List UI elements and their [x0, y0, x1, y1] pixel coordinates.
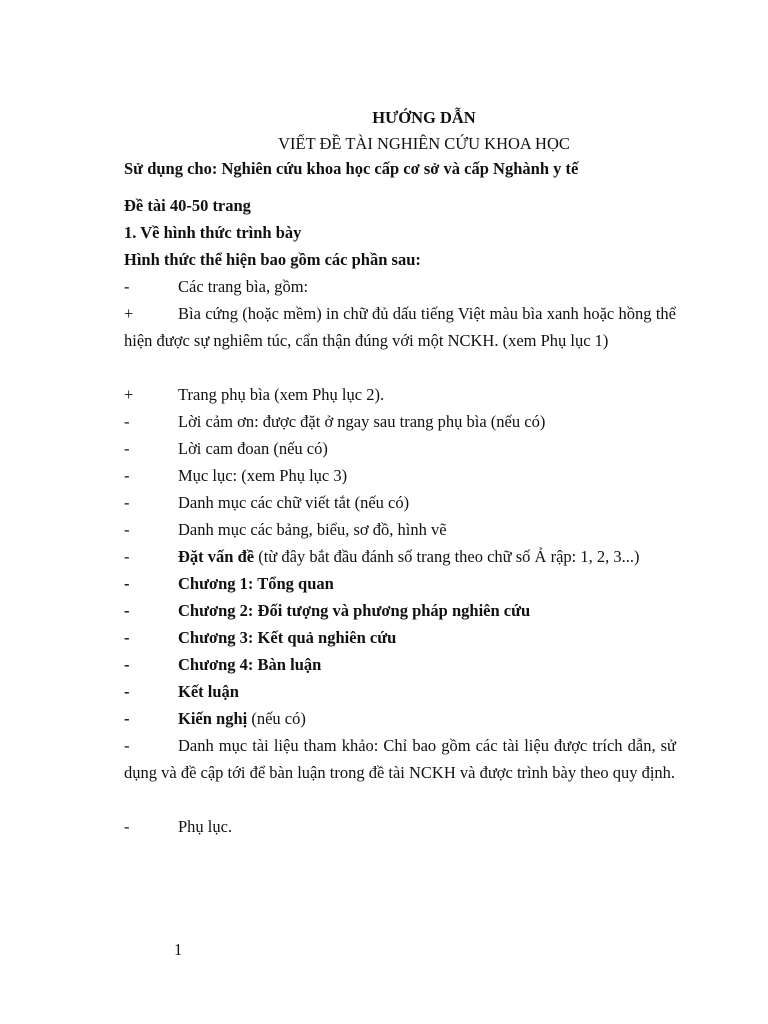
list-item-text: Chương 1: Tổng quan	[178, 574, 334, 593]
list-item-text: Lời cảm ơn: được đặt ở ngay sau trang phụ bìa (nếu có)	[178, 412, 546, 431]
list-item-text	[178, 709, 306, 729]
list-bullet: -	[124, 736, 130, 755]
intro-line: Hình thức thể hiện bao gồm các phần sau:	[124, 250, 421, 269]
list-item-text: Danh mục các chữ viết tắt (nếu có)	[178, 493, 410, 512]
list-bullet: -	[124, 628, 130, 647]
list-item-text	[178, 547, 639, 567]
section-heading: 1. Về hình thức trình bày	[124, 223, 302, 242]
usage-line: Sử dụng cho: Nghiên cứu khoa học cấp cơ sở và cấp Nghành y tế	[124, 159, 579, 178]
list-item-text: Các trang bìa, gồm:	[178, 277, 309, 296]
list-bullet: -	[124, 547, 130, 566]
list-item-text: Mục lục: (xem Phụ lục 3)	[178, 466, 348, 485]
list-bullet: -	[124, 493, 130, 512]
list-item-bold: Kiến nghị	[178, 709, 248, 728]
list-bullet: -	[124, 412, 130, 431]
list-bullet: -	[124, 682, 130, 701]
list-item-bold: Đặt vấn đề	[178, 547, 255, 566]
list-bullet: +	[124, 304, 134, 323]
list-bullet: -	[124, 466, 130, 485]
length-line: Đề tài 40-50 trang	[124, 196, 251, 215]
list-bullet: +	[124, 385, 134, 404]
list-bullet: -	[124, 817, 130, 836]
list-item-rest: (nếu có)	[247, 709, 306, 728]
list-item-text: Chương 3: Kết quả nghiên cứu	[178, 628, 397, 647]
page-number: 1	[174, 940, 183, 959]
list-item-text: Bìa cứng (hoặc mềm) in chữ đủ dấu tiếng Việt màu bìa xanh hoặc hồng thể hiện được sự nghiêm túc, cẩn thận đúng với một NCKH. (xem Phụ lục 1)	[124, 304, 676, 350]
list-item	[124, 732, 676, 786]
list-bullet: -	[124, 601, 130, 620]
list-item-text: Kết luận	[178, 682, 239, 701]
list-bullet: -	[124, 520, 130, 539]
list-item-text: Danh mục các bảng, biểu, sơ đồ, hình vẽ	[178, 520, 447, 539]
list-item	[124, 300, 676, 354]
list-bullet: -	[124, 709, 130, 728]
document-subtitle: VIẾT ĐỀ TÀI NGHIÊN CỨU KHOA HỌC	[278, 134, 570, 153]
list-bullet: -	[124, 277, 130, 296]
list-item-text: Phụ lục.	[178, 817, 233, 836]
list-item-text: Lời cam đoan (nếu có)	[178, 439, 328, 458]
document-title: HƯỚNG DẪN	[372, 108, 476, 127]
list-item-text: Danh mục tài liệu tham khảo: Chỉ bao gồm các tài liệu được trích dẫn, sử dụng và đề cập tới để bàn luận trong đề tài NCKH và được trình bày theo quy định.	[124, 736, 676, 782]
list-item-text: Chương 4: Bàn luận	[178, 655, 322, 674]
list-item-text: Chương 2: Đối tượng và phương pháp nghiên cứu	[178, 601, 531, 620]
list-item-rest: (từ đây bắt đầu đánh số trang theo chữ số Ả rập: 1, 2, 3...)	[254, 547, 640, 566]
list-item-text: Trang phụ bìa (xem Phụ lục 2).	[178, 385, 385, 404]
list-bullet: -	[124, 574, 130, 593]
list-bullet: -	[124, 655, 130, 674]
list-bullet: -	[124, 439, 130, 458]
